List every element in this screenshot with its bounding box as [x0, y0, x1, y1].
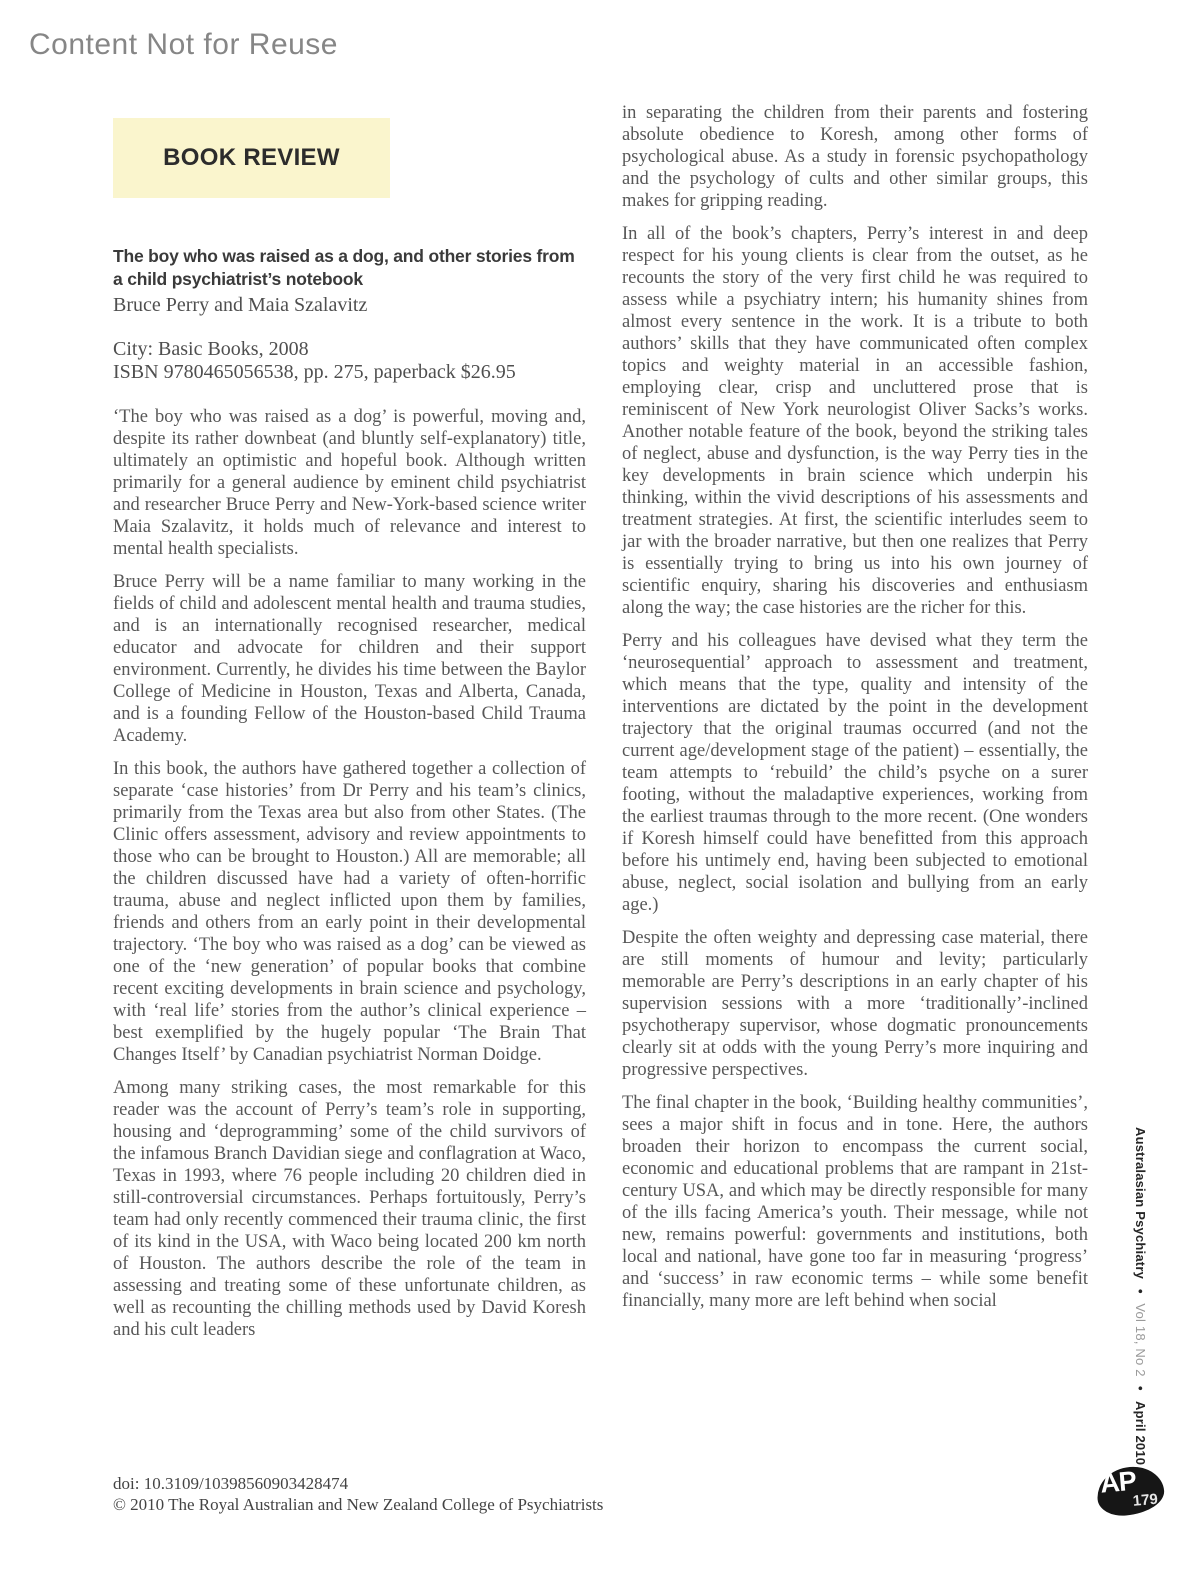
- footer-metadata: [113, 1473, 603, 1515]
- book-authors: Bruce Perry and Maia Szalavitz: [113, 294, 368, 316]
- book-title: The boy who was raised as a dog, and other stories from a child psychiatrist’s notebook: [113, 246, 575, 289]
- publisher-line: City: Basic Books, 2008: [113, 338, 309, 360]
- body-paragraph: ‘The boy who was raised as a dog’ is powerful, moving and, despite its rather downbeat (and bluntly self-explanatory) title, ultimately an optimistic and hopeful book. Although written primarily for a general audience by eminent child psychiatrist and researcher Bruce Perry and New-York-based science writer Maia Szalavitz, it holds much of relevance and interest to mental health specialists.: [113, 407, 586, 559]
- ap-journal-logo: [1095, 1464, 1166, 1518]
- body-paragraph: Bruce Perry will be a name familiar to many working in the fields of child and adolescent mental health and trauma studies, and is an internationally recognised researcher, medical educator and advocate for children and their support environment. Currently, he divides his time between the Baylor College of Medicine in Houston, Texas and Alberta, Canada, and is a founding Fellow of the Houston-based Child Trauma Academy.: [113, 572, 586, 746]
- body-paragraph: Perry and his colleagues have devised what they term the ‘neurosequential’ approach to assessment and treatment, which means that the type, quality and intensity of the interventions are dictated by the point in the development trajectory that the original traumas occurred (and not the current age/development stage of the patient) – essentially, the team attempts to ‘rebuild’ the child’s psyche on a surer footing, without the maladaptive experiences, working from the earliest traumas through to the more recent. (One wonders if Koresh himself could have benefitted from this approach before his untimely end, having been subjected to emotional abuse, neglect, social isolation and bullying from an early age.): [622, 631, 1088, 915]
- body-paragraph: in separating the children from their parents and fostering absolute obedience to Koresh, among other forms of psychological abuse. As a study in forensic psychopathology and the psychology of cults and other similar groups, this makes for gripping reading.: [622, 103, 1088, 211]
- watermark-text: Content Not for Reuse: [29, 28, 338, 61]
- body-paragraph: In this book, the authors have gathered together a collection of separate ‘case histories’ from Dr Perry and his team’s clinics, primarily from the Texas area but also from other States. (The Clinic offers assessment, advisory and review appointments to those who can be brought to Houston.) All are memorable; all the children discussed have had a variety of often-horrific trauma, abuse and neglect inflicted upon them by families, friends and others from an early point in their developmental trajectory. ‘The boy who was raised as a dog’ can be viewed as one of the ‘new generation’ of popular books that combine recent exciting developments in brain science and psychology, with ‘real life’ stories from the author’s clinical experience – best exemplified by the hugely popular ‘The Brain That Changes Itself’ by Canadian psychiatrist Norman Doidge.: [113, 759, 586, 1065]
- publication-info: [113, 338, 586, 384]
- page-number: 179: [1132, 1490, 1159, 1510]
- body-paragraph: Despite the often weighty and depressing case material, there are still moments of humour and levity; particularly memorable are Perry’s descriptions in an early chapter of his supervision sessions with a more ‘traditionally’-inclined psychotherapy supervisor, whose dogmatic pronouncements clearly sit at odds with the young Perry’s more inquiring and progressive perspectives.: [622, 928, 1088, 1080]
- journal-spine-text: [1133, 1127, 1148, 1466]
- spine-bullet: •: [1133, 1386, 1148, 1392]
- copyright-line: © 2010 The Royal Australian and New Zealand College of Psychiatrists: [113, 1495, 604, 1514]
- journal-issue-date: April 2010: [1133, 1401, 1148, 1466]
- right-column: [622, 102, 1088, 1312]
- ap-logo-text: AP: [1098, 1465, 1137, 1499]
- book-review-badge-label: BOOK REVIEW: [163, 144, 340, 171]
- body-paragraph: In all of the book’s chapters, Perry’s interest in and deep respect for his young clients is clear from the outset, as he recounts the story of the very first child he was required to assess while a psychiatry intern; his humanity shines from almost every sentence in the work. It is a tribute to both authors’ skills that they have communicated often complex topics and weighty material in an accessible fashion, employing clear, crisp and uncluttered prose that is reminiscent of New York neurologist Oliver Sacks’s works. Another notable feature of the book, beyond the striking tales of neglect, abuse and dysfunction, is the way Perry ties in the key developments in brain science which underpin his thinking, within the vivid descriptions of his assessments and treatment strategies. At first, the scientific interludes seem to jar with the broader narrative, but then one realizes that Perry is essentially trying to bring us into his own journey of scientific enquiry, sharing his discoveries and enthusiasm along the way; the case histories are the richer for this.: [622, 224, 1088, 618]
- isbn-line: ISBN 9780465056538, pp. 275, paperback $26.95: [113, 361, 516, 383]
- doi-line: doi: 10.3109/10398560903428474: [113, 1474, 349, 1493]
- body-paragraph: The final chapter in the book, ‘Building healthy communities’, sees a major shift in focus and in tone. Here, the authors broaden their horizon to encompass the current social, economic and educational problems that are rampant in 21st-century USA, and which may be directly responsible for many of the ills facing America’s youth. Their message, while not new, remains powerful: governments and institutions, both local and national, have gone too far in measuring ‘progress’ and ‘success’ in raw economic terms – while some benefit financially, many more are left behind when social: [622, 1093, 1088, 1311]
- spine-bullet: •: [1133, 1288, 1148, 1294]
- book-review-badge: [113, 118, 390, 198]
- journal-volume: Vol 18, No 2: [1133, 1303, 1148, 1377]
- left-column: [113, 245, 586, 1341]
- body-paragraph: Among many striking cases, the most remarkable for this reader was the account of Perry’s team’s role in supporting, housing and ‘deprogramming’ some of the child survivors of the infamous Branch Davidian siege and conflagration at Waco, Texas in 1993, where 76 people including 20 children died in still-controversial circumstances. Perhaps fortuitously, Perry’s team had only recently commenced their trauma clinic, the first of its kind in the USA, with Waco being located 200 km north of Houston. The authors describe the role of the team in assessing and treating some of these unfortunate children, as well as recounting the chilling methods used by David Koresh and his cult leaders: [113, 1078, 586, 1340]
- journal-name: Australasian Psychiatry: [1133, 1127, 1148, 1280]
